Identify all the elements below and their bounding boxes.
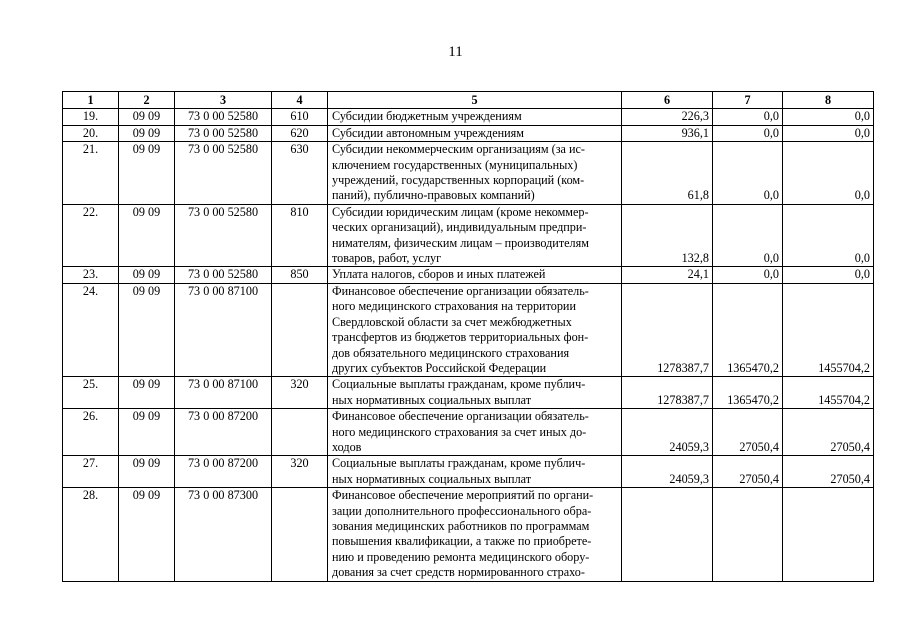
row-number: 27. [63,456,119,488]
table-row [63,283,874,376]
amount-col-7: 0,0 [713,142,783,205]
amount-col-8: 1455704,2 [783,377,874,409]
section-code: 09 09 [119,488,175,581]
header-col-5: 5 [328,92,622,109]
header-col-4: 4 [272,92,328,109]
amount-col-6: 61,8 [622,142,713,205]
expense-type-code: 320 [272,456,328,488]
amount-col-6: 24059,3 [622,456,713,488]
amount-col-8: 0,0 [783,125,874,141]
target-article-code: 73 0 00 52580 [175,109,272,125]
row-description: Субсидии некоммерческим организациям (за ис- ключением государственных (муниципальных) учреждений, государственных корпораций (ком- паний), публично-правовых компаний) [328,142,622,205]
row-number: 19. [63,109,119,125]
target-article-code: 73 0 00 87200 [175,456,272,488]
target-article-code: 73 0 00 52580 [175,142,272,205]
page-number: 11 [448,44,463,60]
amount-col-7 [713,488,783,581]
section-code: 09 09 [119,142,175,205]
table-row [63,267,874,283]
table-row [63,109,874,125]
amount-col-7: 27050,4 [713,409,783,456]
header-col-7: 7 [713,92,783,109]
target-article-code: 73 0 00 87200 [175,409,272,456]
expense-type-code [272,488,328,581]
table-row [63,142,874,205]
row-number: 24. [63,283,119,376]
row-number: 23. [63,267,119,283]
section-code: 09 09 [119,283,175,376]
row-description: Уплата налогов, сборов и иных платежей [328,267,622,283]
row-description: Субсидии юридическим лицам (кроме некоммер- ческих организаций), индивидуальным предпри- нимателям, физическим лицам – производителям товаров, работ, услуг [328,204,622,267]
amount-col-8 [783,488,874,581]
section-code: 09 09 [119,409,175,456]
expense-type-code: 320 [272,377,328,409]
amount-col-8: 0,0 [783,142,874,205]
amount-col-6: 24,1 [622,267,713,283]
table-row [63,377,874,409]
row-description: Субсидии автономным учреждениям [328,125,622,141]
amount-col-6: 1278387,7 [622,283,713,376]
table-row [63,125,874,141]
row-number: 22. [63,204,119,267]
header-col-3: 3 [175,92,272,109]
expense-type-code: 620 [272,125,328,141]
target-article-code: 73 0 00 52580 [175,267,272,283]
row-number: 25. [63,377,119,409]
amount-col-7: 1365470,2 [713,283,783,376]
section-code: 09 09 [119,456,175,488]
section-code: 09 09 [119,377,175,409]
section-code: 09 09 [119,204,175,267]
amount-col-8: 27050,4 [783,409,874,456]
table-header-row [63,92,874,109]
row-description: Субсидии бюджетным учреждениям [328,109,622,125]
amount-col-8: 1455704,2 [783,283,874,376]
header-col-6: 6 [622,92,713,109]
amount-col-8: 0,0 [783,267,874,283]
amount-col-7: 0,0 [713,267,783,283]
header-col-2: 2 [119,92,175,109]
row-description: Социальные выплаты гражданам, кроме публич- ных нормативных социальных выплат [328,377,622,409]
amount-col-8: 27050,4 [783,456,874,488]
amount-col-7: 0,0 [713,204,783,267]
amount-col-7: 27050,4 [713,456,783,488]
table-row [63,456,874,488]
expense-type-code [272,283,328,376]
header-col-8: 8 [783,92,874,109]
row-description: Финансовое обеспечение мероприятий по органи- зации дополнительного профессионального обра- зования медицинских работников по программам повышения квалификации, а также по приобрете- нию и проведению ремонта медицинского обору- дования за счет средств нормированного страхо- [328,488,622,581]
target-article-code: 73 0 00 87300 [175,488,272,581]
expense-type-code: 630 [272,142,328,205]
row-description: Социальные выплаты гражданам, кроме публич- ных нормативных социальных выплат [328,456,622,488]
amount-col-7: 0,0 [713,125,783,141]
amount-col-8: 0,0 [783,204,874,267]
amount-col-6: 24059,3 [622,409,713,456]
table-row [63,488,874,581]
target-article-code: 73 0 00 87100 [175,377,272,409]
row-number: 28. [63,488,119,581]
row-number: 20. [63,125,119,141]
header-col-1: 1 [63,92,119,109]
expense-type-code: 850 [272,267,328,283]
amount-col-6: 1278387,7 [622,377,713,409]
amount-col-6: 936,1 [622,125,713,141]
amount-col-6: 226,3 [622,109,713,125]
expense-type-code: 610 [272,109,328,125]
amount-col-7: 1365470,2 [713,377,783,409]
amount-col-7: 0,0 [713,109,783,125]
row-number: 21. [63,142,119,205]
target-article-code: 73 0 00 52580 [175,125,272,141]
expense-type-code: 810 [272,204,328,267]
expense-type-code [272,409,328,456]
amount-col-6 [622,488,713,581]
section-code: 09 09 [119,109,175,125]
section-code: 09 09 [119,125,175,141]
target-article-code: 73 0 00 87100 [175,283,272,376]
budget-table [62,91,874,582]
row-number: 26. [63,409,119,456]
row-description: Финансовое обеспечение организации обязатель- ного медицинского страхования за счет иных до- ходов [328,409,622,456]
amount-col-8: 0,0 [783,109,874,125]
table-row [63,409,874,456]
table-row [63,204,874,267]
amount-col-6: 132,8 [622,204,713,267]
section-code: 09 09 [119,267,175,283]
row-description: Финансовое обеспечение организации обязатель- ного медицинского страхования на территории Свердловской области за счет межбюджетных трансфертов из бюджетов территориальных фон- дов обязательного медицинского страхования других субъектов Российской Федерации [328,283,622,376]
target-article-code: 73 0 00 52580 [175,204,272,267]
